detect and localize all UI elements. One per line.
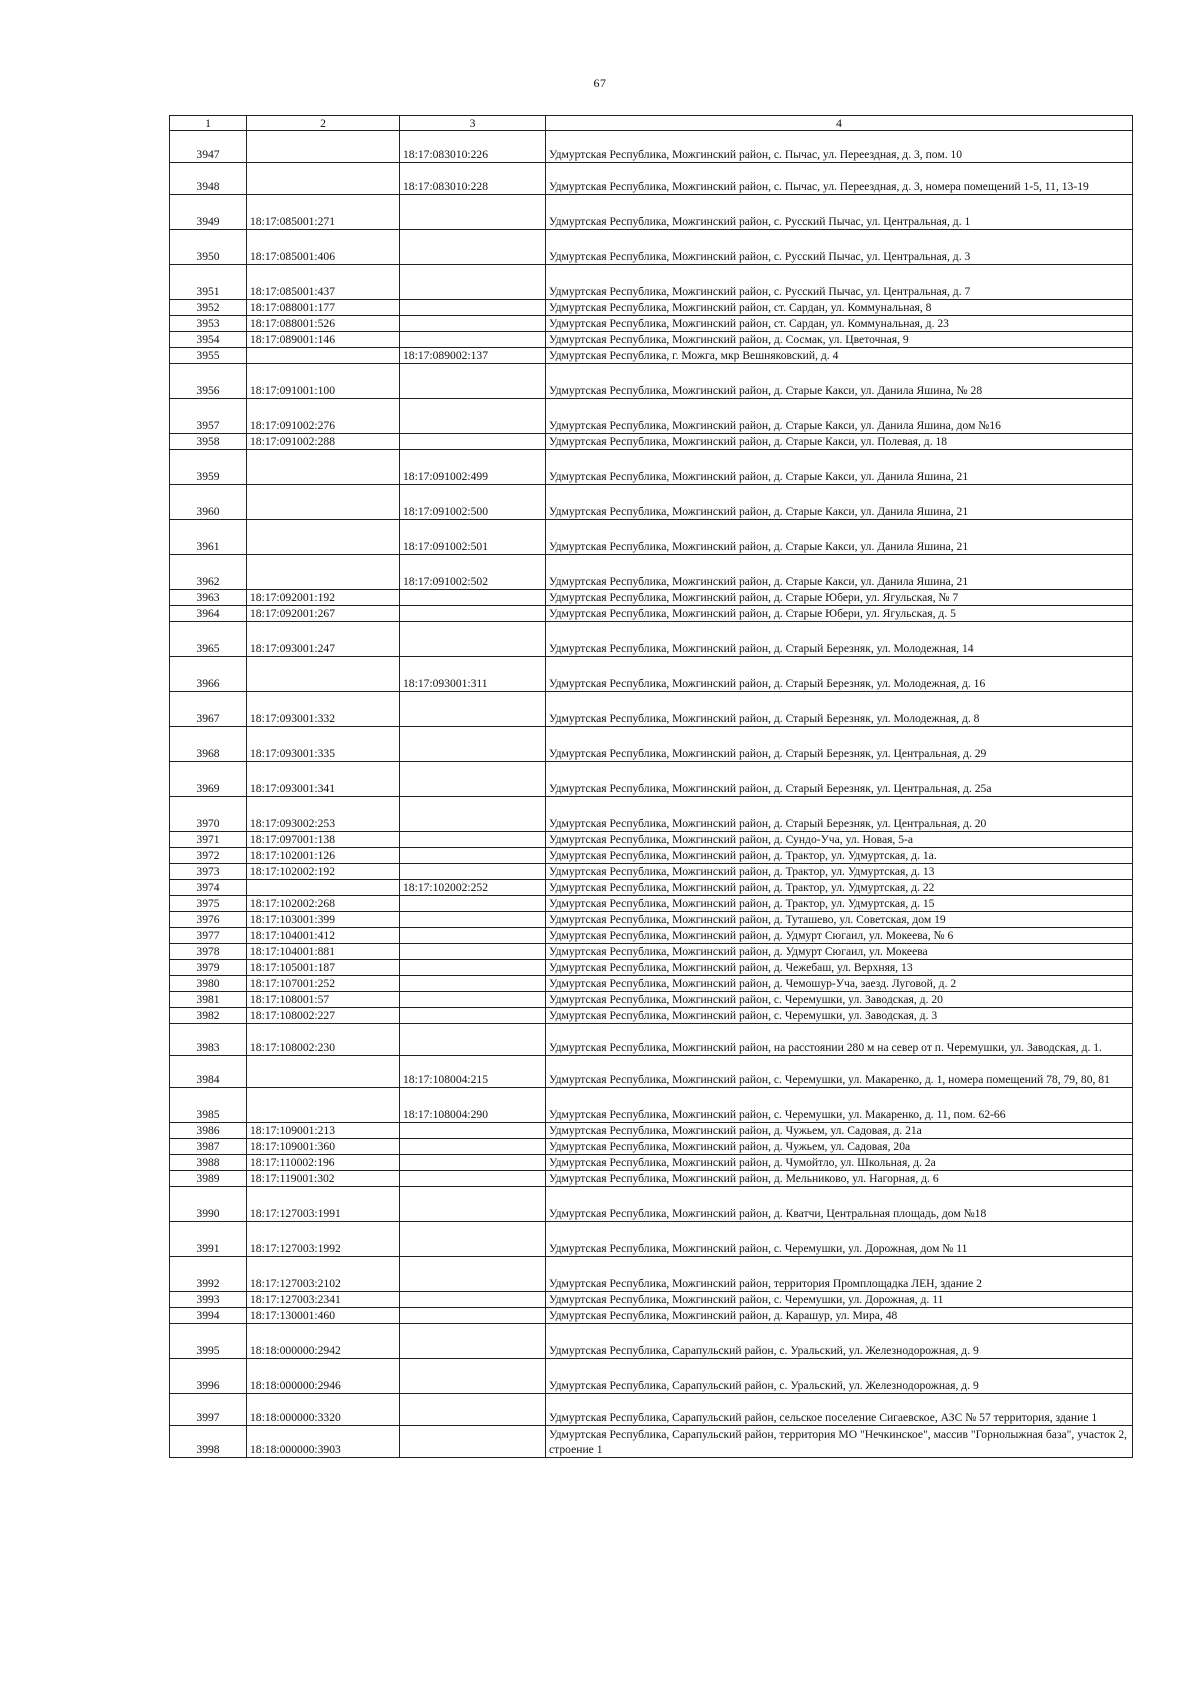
cadastral-number-col2: 18:17:127003:1991 bbox=[247, 1187, 400, 1222]
cadastral-number-col3 bbox=[400, 1187, 546, 1222]
row-number: 3994 bbox=[170, 1308, 247, 1324]
address-cell: Удмуртская Республика, Можгинский район, д. Удмурт Сюгаил, ул. Мокеева, № 6 bbox=[546, 928, 1133, 944]
address-cell: Удмуртская Республика, Можгинский район, д. Чемошур-Уча, заезд. Луговой, д. 2 bbox=[546, 976, 1133, 992]
address-cell: Удмуртская Республика, Можгинский район, д. Старый Березняк, ул. Молодежная, д. 16 bbox=[546, 657, 1133, 692]
cadastral-number-col2 bbox=[247, 657, 400, 692]
registry-table bbox=[169, 115, 1133, 1458]
address-cell: Удмуртская Республика, Можгинский район, с. Черемушки, ул. Дорожная, д. 11 bbox=[546, 1292, 1133, 1308]
cadastral-number-col2: 18:17:092001:192 bbox=[247, 590, 400, 606]
cadastral-number-col2: 18:17:108002:227 bbox=[247, 1008, 400, 1024]
cadastral-number-col2: 18:17:093001:335 bbox=[247, 727, 400, 762]
cadastral-number-col3: 18:17:091002:499 bbox=[400, 450, 546, 485]
cadastral-number-col2: 18:17:093001:341 bbox=[247, 762, 400, 797]
cadastral-number-col3 bbox=[400, 606, 546, 622]
table-row bbox=[170, 1292, 1133, 1308]
cadastral-number-col2: 18:17:108001:57 bbox=[247, 992, 400, 1008]
table-row bbox=[170, 1426, 1133, 1458]
cadastral-number-col3 bbox=[400, 590, 546, 606]
address-cell: Удмуртская Республика, Можгинский район, д. Старый Березняк, ул. Молодежная, 14 bbox=[546, 622, 1133, 657]
column-header-4: 4 bbox=[546, 116, 1133, 131]
table-row bbox=[170, 332, 1133, 348]
row-number: 3978 bbox=[170, 944, 247, 960]
cadastral-number-col3 bbox=[400, 912, 546, 928]
cadastral-number-col3 bbox=[400, 1324, 546, 1359]
cadastral-number-col2 bbox=[247, 880, 400, 896]
address-cell: Удмуртская Республика, Можгинский район, д. Сундо-Уча, ул. Новая, 5-а bbox=[546, 832, 1133, 848]
row-number: 3951 bbox=[170, 265, 247, 300]
cadastral-number-col2: 18:18:000000:3320 bbox=[247, 1394, 400, 1426]
cadastral-number-col2: 18:17:119001:302 bbox=[247, 1171, 400, 1187]
row-number: 3993 bbox=[170, 1292, 247, 1308]
address-cell: Удмуртская Республика, Можгинский район, д. Старые Какси, ул. Данила Яшина, 21 bbox=[546, 555, 1133, 590]
table-row bbox=[170, 622, 1133, 657]
address-cell: Удмуртская Республика, Можгинский район, д. Чумойтло, ул. Школьная, д. 2а bbox=[546, 1155, 1133, 1171]
address-cell: Удмуртская Республика, Можгинский район, с. Русский Пычас, ул. Центральная, д. 3 bbox=[546, 230, 1133, 265]
row-number: 3968 bbox=[170, 727, 247, 762]
address-cell: Удмуртская Республика, Можгинский район, д. Туташево, ул. Советская, дом 19 bbox=[546, 912, 1133, 928]
cadastral-number-col2: 18:17:085001:437 bbox=[247, 265, 400, 300]
row-number: 3971 bbox=[170, 832, 247, 848]
address-cell: Удмуртская Республика, Можгинский район, с. Черемушки, ул. Макаренко, д. 11, пом. 62-66 bbox=[546, 1088, 1133, 1123]
address-cell: Удмуртская Республика, Можгинский район, на расстоянии 280 м на север от п. Черемушки, ул. Заводская, д. 1. bbox=[546, 1024, 1133, 1056]
cadastral-number-col2: 18:17:103001:399 bbox=[247, 912, 400, 928]
row-number: 3976 bbox=[170, 912, 247, 928]
cadastral-number-col2: 18:17:104001:412 bbox=[247, 928, 400, 944]
cadastral-number-col3: 18:17:083010:226 bbox=[400, 131, 546, 163]
row-number: 3992 bbox=[170, 1257, 247, 1292]
table-row bbox=[170, 896, 1133, 912]
row-number: 3957 bbox=[170, 399, 247, 434]
table-row bbox=[170, 230, 1133, 265]
row-number: 3958 bbox=[170, 434, 247, 450]
cadastral-number-col3 bbox=[400, 928, 546, 944]
address-cell: Удмуртская Республика, Можгинский район, д. Кватчи, Центральная площадь, дом №18 bbox=[546, 1187, 1133, 1222]
row-number: 3988 bbox=[170, 1155, 247, 1171]
address-cell: Удмуртская Республика, Можгинский район, д. Старые Юбери, ул. Ягульская, д. 5 bbox=[546, 606, 1133, 622]
cadastral-number-col3 bbox=[400, 960, 546, 976]
table-row bbox=[170, 1139, 1133, 1155]
cadastral-number-col3 bbox=[400, 316, 546, 332]
cadastral-number-col3 bbox=[400, 1222, 546, 1257]
cadastral-number-col2: 18:17:102002:192 bbox=[247, 864, 400, 880]
cadastral-number-col2: 18:17:092001:267 bbox=[247, 606, 400, 622]
row-number: 3975 bbox=[170, 896, 247, 912]
cadastral-number-col3 bbox=[400, 1394, 546, 1426]
table-row bbox=[170, 1088, 1133, 1123]
row-number: 3985 bbox=[170, 1088, 247, 1123]
address-cell: Удмуртская Республика, Можгинский район, д. Старый Березняк, ул. Центральная, д. 29 bbox=[546, 727, 1133, 762]
table-row bbox=[170, 657, 1133, 692]
cadastral-number-col2: 18:17:093001:247 bbox=[247, 622, 400, 657]
cadastral-number-col3 bbox=[400, 1257, 546, 1292]
table-row bbox=[170, 1056, 1133, 1088]
cadastral-number-col2 bbox=[247, 1088, 400, 1123]
address-cell: Удмуртская Республика, Можгинский район, с. Черемушки, ул. Заводская, д. 3 bbox=[546, 1008, 1133, 1024]
table-row bbox=[170, 434, 1133, 450]
table-row bbox=[170, 727, 1133, 762]
row-number: 3948 bbox=[170, 163, 247, 195]
address-cell: Удмуртская Республика, Можгинский район, ст. Сардан, ул. Коммунальная, 8 bbox=[546, 300, 1133, 316]
row-number: 3980 bbox=[170, 976, 247, 992]
cadastral-number-col3: 18:17:108004:290 bbox=[400, 1088, 546, 1123]
row-number: 3996 bbox=[170, 1359, 247, 1394]
cadastral-number-col2: 18:17:127003:1992 bbox=[247, 1222, 400, 1257]
row-number: 3973 bbox=[170, 864, 247, 880]
row-number: 3977 bbox=[170, 928, 247, 944]
cadastral-number-col2: 18:17:093001:332 bbox=[247, 692, 400, 727]
address-cell: Удмуртская Республика, Сарапульский район, территория МО "Нечкинское", массив "Горнолыжная база", участок 2, строение 1 bbox=[546, 1426, 1133, 1458]
cadastral-number-col2 bbox=[247, 450, 400, 485]
table-row bbox=[170, 485, 1133, 520]
table-row bbox=[170, 555, 1133, 590]
cadastral-number-col2 bbox=[247, 163, 400, 195]
row-number: 3953 bbox=[170, 316, 247, 332]
address-cell: Удмуртская Республика, Можгинский район, д. Чежебаш, ул. Верхняя, 13 bbox=[546, 960, 1133, 976]
address-cell: Удмуртская Республика, Сарапульский район, с. Уральский, ул. Железнодорожная, д. 9 bbox=[546, 1359, 1133, 1394]
cadastral-number-col2: 18:17:127003:2341 bbox=[247, 1292, 400, 1308]
cadastral-number-col3 bbox=[400, 364, 546, 399]
cadastral-number-col2: 18:17:109001:360 bbox=[247, 1139, 400, 1155]
row-number: 3966 bbox=[170, 657, 247, 692]
cadastral-number-col2 bbox=[247, 555, 400, 590]
row-number: 3991 bbox=[170, 1222, 247, 1257]
table-row bbox=[170, 300, 1133, 316]
cadastral-number-col2: 18:17:093002:253 bbox=[247, 797, 400, 832]
cadastral-number-col2: 18:17:127003:2102 bbox=[247, 1257, 400, 1292]
address-cell: Удмуртская Республика, Можгинский район, с. Русский Пычас, ул. Центральная, д. 1 bbox=[546, 195, 1133, 230]
cadastral-number-col3: 18:17:108004:215 bbox=[400, 1056, 546, 1088]
cadastral-number-col2: 18:17:102001:126 bbox=[247, 848, 400, 864]
table-row bbox=[170, 1257, 1133, 1292]
table-row bbox=[170, 1222, 1133, 1257]
table-row bbox=[170, 316, 1133, 332]
cadastral-number-col3 bbox=[400, 976, 546, 992]
row-number: 3970 bbox=[170, 797, 247, 832]
cadastral-number-col3 bbox=[400, 230, 546, 265]
cadastral-number-col3 bbox=[400, 1008, 546, 1024]
header-row bbox=[170, 116, 1133, 131]
cadastral-number-col2 bbox=[247, 348, 400, 364]
table-row bbox=[170, 832, 1133, 848]
cadastral-number-col3 bbox=[400, 622, 546, 657]
cadastral-number-col3 bbox=[400, 1359, 546, 1394]
cadastral-number-col3 bbox=[400, 1426, 546, 1458]
table-row bbox=[170, 1155, 1133, 1171]
column-header-1: 1 bbox=[170, 116, 247, 131]
table-row bbox=[170, 1123, 1133, 1139]
table-row bbox=[170, 692, 1133, 727]
row-number: 3960 bbox=[170, 485, 247, 520]
cadastral-number-col2 bbox=[247, 1056, 400, 1088]
row-number: 3989 bbox=[170, 1171, 247, 1187]
address-cell: Удмуртская Республика, Можгинский район, с. Русский Пычас, ул. Центральная, д. 7 bbox=[546, 265, 1133, 300]
cadastral-number-col3 bbox=[400, 195, 546, 230]
table-row bbox=[170, 1187, 1133, 1222]
cadastral-number-col3 bbox=[400, 1139, 546, 1155]
row-number: 3964 bbox=[170, 606, 247, 622]
cadastral-number-col3 bbox=[400, 1292, 546, 1308]
address-cell: Удмуртская Республика, Можгинский район, д. Старые Какси, ул. Полевая, д. 18 bbox=[546, 434, 1133, 450]
address-cell: Удмуртская Республика, Можгинский район, д. Старые Юбери, ул. Ягульская, № 7 bbox=[546, 590, 1133, 606]
address-cell: Удмуртская Республика, Сарапульский район, сельское поселение Сигаевское, АЗС № 57 территория, здание 1 bbox=[546, 1394, 1133, 1426]
cadastral-number-col2 bbox=[247, 485, 400, 520]
cadastral-number-col3 bbox=[400, 692, 546, 727]
cadastral-number-col2: 18:17:091001:100 bbox=[247, 364, 400, 399]
column-header-2: 2 bbox=[247, 116, 400, 131]
address-cell: Удмуртская Республика, Можгинский район, д. Трактор, ул. Удмуртская, д. 1а. bbox=[546, 848, 1133, 864]
row-number: 3990 bbox=[170, 1187, 247, 1222]
cadastral-number-col3 bbox=[400, 762, 546, 797]
address-cell: Удмуртская Республика, Можгинский район, д. Сосмак, ул. Цветочная, 9 bbox=[546, 332, 1133, 348]
cadastral-number-col2: 18:17:085001:271 bbox=[247, 195, 400, 230]
address-cell: Удмуртская Республика, Можгинский район, ст. Сардан, ул. Коммунальная, д. 23 bbox=[546, 316, 1133, 332]
cadastral-number-col2: 18:17:089001:146 bbox=[247, 332, 400, 348]
cadastral-number-col2 bbox=[247, 131, 400, 163]
cadastral-number-col2: 18:18:000000:2942 bbox=[247, 1324, 400, 1359]
row-number: 3950 bbox=[170, 230, 247, 265]
cadastral-number-col3 bbox=[400, 434, 546, 450]
address-cell: Удмуртская Республика, Можгинский район, д. Старые Какси, ул. Данила Яшина, № 28 bbox=[546, 364, 1133, 399]
row-number: 3983 bbox=[170, 1024, 247, 1056]
address-cell: Удмуртская Республика, Сарапульский район, с. Уральский, ул. Железнодорожная, д. 9 bbox=[546, 1324, 1133, 1359]
address-cell: Удмуртская Республика, Можгинский район, д. Карашур, ул. Мира, 48 bbox=[546, 1308, 1133, 1324]
address-cell: Удмуртская Республика, Можгинский район, д. Старый Березняк, ул. Центральная, д. 20 bbox=[546, 797, 1133, 832]
address-cell: Удмуртская Республика, Можгинский район, д. Старые Какси, ул. Данила Яшина, дом №16 bbox=[546, 399, 1133, 434]
address-cell: Удмуртская Республика, Можгинский район, д. Старые Какси, ул. Данила Яшина, 21 bbox=[546, 450, 1133, 485]
cadastral-number-col3 bbox=[400, 797, 546, 832]
table-row bbox=[170, 348, 1133, 364]
table-row bbox=[170, 1359, 1133, 1394]
address-cell: Удмуртская Республика, Можгинский район, д. Мельниково, ул. Нагорная, д. 6 bbox=[546, 1171, 1133, 1187]
cadastral-number-col2: 18:17:088001:526 bbox=[247, 316, 400, 332]
row-number: 3982 bbox=[170, 1008, 247, 1024]
cadastral-number-col3 bbox=[400, 1308, 546, 1324]
row-number: 3961 bbox=[170, 520, 247, 555]
address-cell: Удмуртская Республика, Можгинский район, д. Старый Березняк, ул. Центральная, д. 25а bbox=[546, 762, 1133, 797]
cadastral-number-col2: 18:17:110002:196 bbox=[247, 1155, 400, 1171]
table-row bbox=[170, 960, 1133, 976]
row-number: 3984 bbox=[170, 1056, 247, 1088]
cadastral-number-col2: 18:17:102002:268 bbox=[247, 896, 400, 912]
table-row bbox=[170, 992, 1133, 1008]
address-cell: Удмуртская Республика, Можгинский район, д. Старые Какси, ул. Данила Яшина, 21 bbox=[546, 520, 1133, 555]
table-row bbox=[170, 944, 1133, 960]
cadastral-number-col3: 18:17:091002:500 bbox=[400, 485, 546, 520]
row-number: 3952 bbox=[170, 300, 247, 316]
table-row bbox=[170, 864, 1133, 880]
table-row bbox=[170, 928, 1133, 944]
cadastral-number-col3: 18:17:089002:137 bbox=[400, 348, 546, 364]
row-number: 3998 bbox=[170, 1426, 247, 1458]
cadastral-number-col2: 18:17:091002:288 bbox=[247, 434, 400, 450]
cadastral-number-col3 bbox=[400, 300, 546, 316]
cadastral-number-col2: 18:17:105001:187 bbox=[247, 960, 400, 976]
table-row bbox=[170, 912, 1133, 928]
cadastral-number-col3 bbox=[400, 399, 546, 434]
cadastral-number-col3 bbox=[400, 832, 546, 848]
cadastral-number-col2: 18:18:000000:2946 bbox=[247, 1359, 400, 1394]
row-number: 3963 bbox=[170, 590, 247, 606]
table-row bbox=[170, 195, 1133, 230]
table-row bbox=[170, 265, 1133, 300]
cadastral-number-col2: 18:17:108002:230 bbox=[247, 1024, 400, 1056]
cadastral-number-col3 bbox=[400, 848, 546, 864]
table-row bbox=[170, 1308, 1133, 1324]
address-cell: Удмуртская Республика, Можгинский район, д. Старый Березняк, ул. Молодежная, д. 8 bbox=[546, 692, 1133, 727]
cadastral-number-col2: 18:17:088001:177 bbox=[247, 300, 400, 316]
address-cell: Удмуртская Республика, Можгинский район, с. Черемушки, ул. Дорожная, дом № 11 bbox=[546, 1222, 1133, 1257]
row-number: 3947 bbox=[170, 131, 247, 163]
table-row bbox=[170, 1394, 1133, 1426]
address-cell: Удмуртская Республика, Можгинский район, д. Трактор, ул. Удмуртская, д. 22 bbox=[546, 880, 1133, 896]
cadastral-number-col3 bbox=[400, 1024, 546, 1056]
table-row bbox=[170, 1171, 1133, 1187]
cadastral-number-col3 bbox=[400, 727, 546, 762]
cadastral-number-col3: 18:17:091002:501 bbox=[400, 520, 546, 555]
cadastral-number-col2: 18:17:085001:406 bbox=[247, 230, 400, 265]
table-row bbox=[170, 762, 1133, 797]
table-row bbox=[170, 399, 1133, 434]
address-cell: Удмуртская Республика, Можгинский район, с. Пычас, ул. Переездная, д. 3, номера помещений 1-5, 11, 13-19 bbox=[546, 163, 1133, 195]
table-row bbox=[170, 450, 1133, 485]
table-row bbox=[170, 163, 1133, 195]
table-row bbox=[170, 848, 1133, 864]
table-row bbox=[170, 1024, 1133, 1056]
row-number: 3981 bbox=[170, 992, 247, 1008]
row-number: 3969 bbox=[170, 762, 247, 797]
cadastral-number-col3 bbox=[400, 332, 546, 348]
cadastral-number-col3: 18:17:102002:252 bbox=[400, 880, 546, 896]
row-number: 3967 bbox=[170, 692, 247, 727]
column-header-3: 3 bbox=[400, 116, 546, 131]
row-number: 3949 bbox=[170, 195, 247, 230]
cadastral-number-col2: 18:17:091002:276 bbox=[247, 399, 400, 434]
cadastral-number-col3 bbox=[400, 1155, 546, 1171]
cadastral-number-col3: 18:17:091002:502 bbox=[400, 555, 546, 590]
address-cell: Удмуртская Республика, Можгинский район, д. Удмурт Сюгаил, ул. Мокеева bbox=[546, 944, 1133, 960]
cadastral-number-col3 bbox=[400, 1171, 546, 1187]
cadastral-number-col3 bbox=[400, 896, 546, 912]
table-row bbox=[170, 520, 1133, 555]
table-row bbox=[170, 797, 1133, 832]
address-cell: Удмуртская Республика, Можгинский район, д. Старые Какси, ул. Данила Яшина, 21 bbox=[546, 485, 1133, 520]
row-number: 3997 bbox=[170, 1394, 247, 1426]
row-number: 3956 bbox=[170, 364, 247, 399]
cadastral-number-col3: 18:17:093001:311 bbox=[400, 657, 546, 692]
row-number: 3959 bbox=[170, 450, 247, 485]
cadastral-number-col2: 18:17:130001:460 bbox=[247, 1308, 400, 1324]
cadastral-number-col3 bbox=[400, 992, 546, 1008]
row-number: 3972 bbox=[170, 848, 247, 864]
row-number: 3962 bbox=[170, 555, 247, 590]
cadastral-number-col2: 18:17:107001:252 bbox=[247, 976, 400, 992]
row-number: 3986 bbox=[170, 1123, 247, 1139]
cadastral-number-col2: 18:17:109001:213 bbox=[247, 1123, 400, 1139]
address-cell: Удмуртская Республика, Можгинский район, д. Трактор, ул. Удмуртская, д. 15 bbox=[546, 896, 1133, 912]
table-row bbox=[170, 1324, 1133, 1359]
address-cell: Удмуртская Республика, г. Можга, мкр Вешняковский, д. 4 bbox=[546, 348, 1133, 364]
address-cell: Удмуртская Республика, Можгинский район, с. Черемушки, ул. Заводская, д. 20 bbox=[546, 992, 1133, 1008]
row-number: 3965 bbox=[170, 622, 247, 657]
table-row bbox=[170, 590, 1133, 606]
cadastral-number-col2: 18:17:097001:138 bbox=[247, 832, 400, 848]
address-cell: Удмуртская Республика, Можгинский район, д. Трактор, ул. Удмуртская, д. 13 bbox=[546, 864, 1133, 880]
page-number: 67 bbox=[593, 76, 607, 90]
address-cell: Удмуртская Республика, Можгинский район, д. Чужьем, ул. Садовая, 20а bbox=[546, 1139, 1133, 1155]
row-number: 3955 bbox=[170, 348, 247, 364]
row-number: 3987 bbox=[170, 1139, 247, 1155]
cadastral-number-col3 bbox=[400, 864, 546, 880]
table-row bbox=[170, 880, 1133, 896]
table-row bbox=[170, 606, 1133, 622]
table-row bbox=[170, 131, 1133, 163]
cadastral-number-col3 bbox=[400, 944, 546, 960]
address-cell: Удмуртская Республика, Можгинский район, с. Пычас, ул. Переездная, д. 3, пом. 10 bbox=[546, 131, 1133, 163]
cadastral-number-col3: 18:17:083010:228 bbox=[400, 163, 546, 195]
row-number: 3995 bbox=[170, 1324, 247, 1359]
cadastral-number-col2 bbox=[247, 520, 400, 555]
cadastral-number-col2: 18:17:104001:881 bbox=[247, 944, 400, 960]
cadastral-number-col3 bbox=[400, 265, 546, 300]
table-row bbox=[170, 976, 1133, 992]
address-cell: Удмуртская Республика, Можгинский район, территория Промплощадка ЛЕН, здание 2 bbox=[546, 1257, 1133, 1292]
row-number: 3954 bbox=[170, 332, 247, 348]
cadastral-number-col2: 18:18:000000:3903 bbox=[247, 1426, 400, 1458]
address-cell: Удмуртская Республика, Можгинский район, с. Черемушки, ул. Макаренко, д. 1, номера помещений 78, 79, 80, 81 bbox=[546, 1056, 1133, 1088]
table-row bbox=[170, 1008, 1133, 1024]
row-number: 3974 bbox=[170, 880, 247, 896]
table-row bbox=[170, 364, 1133, 399]
address-cell: Удмуртская Республика, Можгинский район, д. Чужьем, ул. Садовая, д. 21а bbox=[546, 1123, 1133, 1139]
row-number: 3979 bbox=[170, 960, 247, 976]
cadastral-number-col3 bbox=[400, 1123, 546, 1139]
